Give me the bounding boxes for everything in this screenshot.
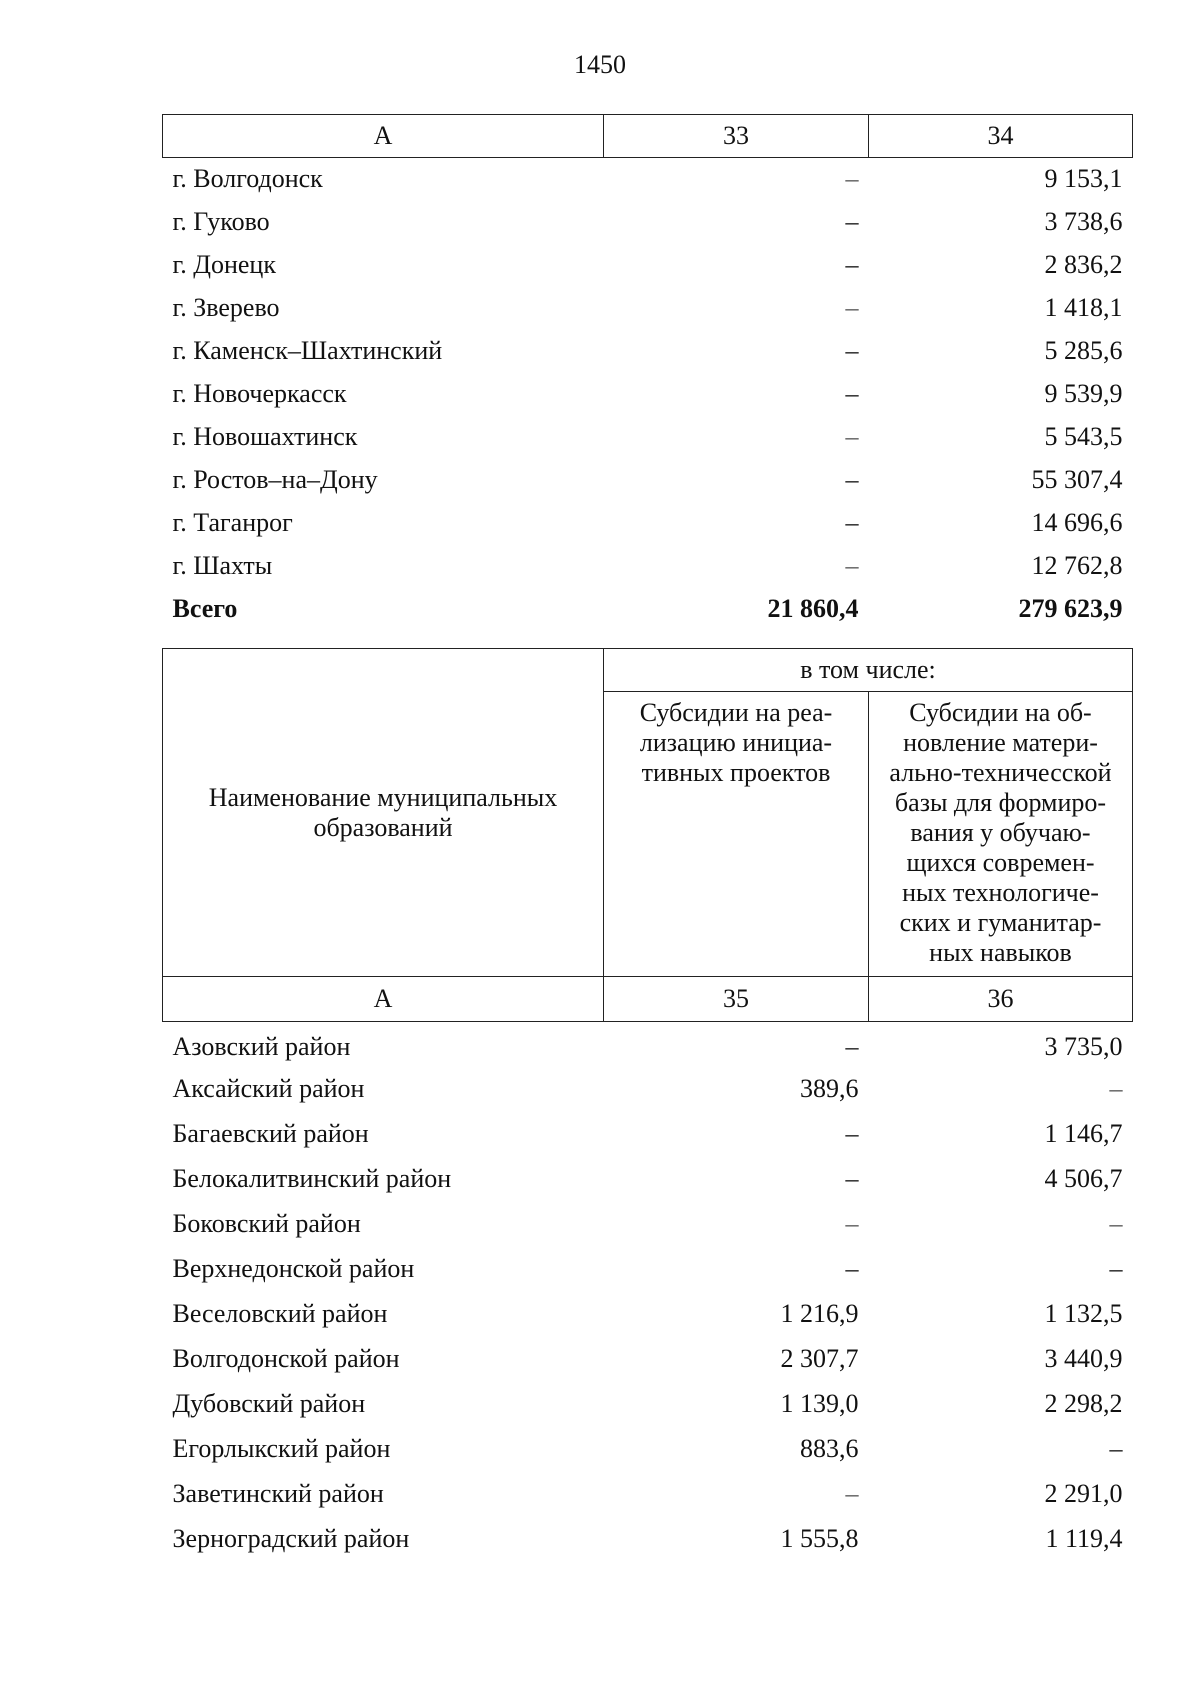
row-col33: –	[845, 422, 859, 451]
row-name: г. Каменск–Шахтинский	[172, 336, 443, 365]
table-row	[163, 373, 1133, 416]
table-row	[163, 459, 1133, 502]
table-row	[163, 1067, 1133, 1112]
col35-header-line: Субсидии на реа-	[639, 698, 833, 727]
row-col36: –	[1109, 1254, 1123, 1283]
row-col33: –	[845, 207, 859, 236]
row-col34: 14 696,6	[1031, 508, 1123, 537]
table-row	[163, 1472, 1133, 1517]
row-col35: –	[845, 1209, 859, 1238]
row-col36: 1 146,7	[1044, 1119, 1123, 1148]
col36-header-line: ных навыков	[929, 938, 1072, 967]
table1-header-col34: 34	[869, 115, 1133, 158]
table-row	[163, 201, 1133, 244]
table-row	[163, 1517, 1133, 1562]
total-col34: 279 623,9	[1018, 594, 1123, 623]
row-name: Азовский район	[172, 1032, 351, 1062]
row-name: г. Гуково	[172, 207, 270, 236]
table-row	[163, 1022, 1133, 1067]
row-col34: 55 307,4	[1031, 465, 1123, 494]
col36-header-line: ских и гуманитар-	[899, 908, 1102, 937]
table-row	[163, 287, 1133, 330]
table2-header-col35	[604, 692, 869, 977]
table-row	[163, 1112, 1133, 1157]
budget-table-districts	[162, 648, 1133, 1562]
row-col34: 1 418,1	[1044, 293, 1123, 322]
row-col35: –	[845, 1119, 859, 1148]
row-col36: –	[1109, 1209, 1123, 1238]
table2-group-header-row	[163, 649, 1133, 692]
row-name: г. Зверево	[172, 293, 280, 322]
table-row	[163, 1247, 1133, 1292]
row-col36: 4 506,7	[1044, 1164, 1123, 1193]
row-col36: 3 440,9	[1044, 1344, 1123, 1373]
row-col36: 2 298,2	[1044, 1389, 1123, 1418]
table-row	[163, 1427, 1133, 1472]
row-col35: –	[845, 1032, 859, 1062]
row-name: Аксайский район	[172, 1074, 365, 1103]
total-col33: 21 860,4	[767, 594, 859, 623]
total-row	[163, 588, 1133, 631]
row-col35: 389,6	[800, 1074, 859, 1103]
row-col35: 1 139,0	[780, 1389, 859, 1418]
row-col35: –	[845, 1164, 859, 1193]
col36-header-line: ально-техничесской	[889, 758, 1112, 787]
row-col33: –	[845, 508, 859, 537]
row-col33: –	[845, 164, 859, 194]
table-row	[163, 1202, 1133, 1247]
row-col36: –	[1109, 1074, 1123, 1103]
table2-header-name	[163, 649, 604, 977]
table2-group-header: в том числе:	[604, 649, 1133, 692]
table-row	[163, 1157, 1133, 1202]
row-col33: –	[845, 379, 859, 408]
row-col35: –	[845, 1254, 859, 1283]
row-col34: 3 738,6	[1044, 207, 1123, 236]
row-col34: 5 285,6	[1044, 336, 1123, 365]
name-header-line1: Наименование муниципальных	[208, 782, 558, 812]
row-col36: –	[1109, 1434, 1123, 1463]
row-col34: 5 543,5	[1044, 422, 1123, 451]
row-name: Волгодонской район	[172, 1344, 400, 1373]
table-row	[163, 330, 1133, 373]
row-col34: 9 539,9	[1044, 379, 1123, 408]
row-name: Багаевский район	[172, 1119, 369, 1148]
table2-index-name: А	[163, 977, 604, 1022]
budget-table-cities	[162, 114, 1133, 631]
row-col36: 3 735,0	[1044, 1032, 1123, 1062]
table2-index-col35: 35	[604, 977, 869, 1022]
row-name: г. Донецк	[172, 250, 276, 279]
page-number: 1450	[574, 50, 626, 79]
table-row	[163, 416, 1133, 459]
table-row	[163, 545, 1133, 588]
row-col33: –	[845, 250, 859, 279]
col36-header-line: новление матери-	[903, 728, 1098, 757]
row-col35: 1 555,8	[780, 1524, 859, 1553]
table-row	[163, 158, 1133, 201]
row-col34: 9 153,1	[1044, 164, 1123, 194]
row-col34: 2 836,2	[1044, 250, 1123, 279]
row-name: Верхнедонской район	[172, 1254, 415, 1283]
table-row	[163, 1382, 1133, 1427]
table-row	[163, 1292, 1133, 1337]
row-name: Дубовский район	[172, 1389, 366, 1418]
row-col36: 1 119,4	[1045, 1524, 1123, 1553]
row-name: г. Шахты	[172, 551, 273, 580]
table2-header-col36	[869, 692, 1133, 977]
row-col35: –	[845, 1479, 859, 1508]
col36-header-line: вания у обучаю-	[910, 818, 1091, 847]
table2-index-col36: 36	[869, 977, 1133, 1022]
row-col35: 883,6	[800, 1434, 859, 1463]
row-col35: 1 216,9	[780, 1299, 859, 1328]
row-name: Боковский район	[172, 1209, 361, 1238]
row-col36: 2 291,0	[1044, 1479, 1123, 1508]
col36-header-line: Субсидии на об-	[909, 698, 1092, 727]
table1-body	[163, 158, 1133, 631]
table-row	[163, 502, 1133, 545]
row-name: г. Ростов–на–Дону	[172, 465, 378, 494]
row-col33: –	[845, 551, 859, 580]
row-col34: 12 762,8	[1031, 551, 1123, 580]
row-name: г. Новошахтинск	[172, 422, 358, 451]
col36-header-line: ных технологиче-	[902, 878, 1099, 907]
total-label: Всего	[172, 594, 238, 623]
row-name: Заветинский район	[172, 1479, 384, 1508]
col36-header-line: щихся современ-	[906, 848, 1095, 877]
table-row	[163, 1337, 1133, 1382]
name-header-line2: образований	[313, 812, 453, 842]
table1-header-row	[163, 115, 1133, 158]
table2-index-header-row	[163, 977, 1133, 1022]
table1-header-name: А	[163, 115, 604, 158]
table2-body	[163, 1022, 1133, 1562]
row-col36: 1 132,5	[1044, 1299, 1123, 1328]
row-name: Белокалитвинский район	[172, 1164, 452, 1193]
row-name: г. Новочеркасск	[172, 379, 347, 408]
table1-header-col33: 33	[604, 115, 869, 158]
table-row	[163, 244, 1133, 287]
row-col33: –	[845, 336, 859, 365]
row-col33: –	[845, 293, 859, 322]
col36-header-line: базы для формиро-	[894, 788, 1107, 817]
row-name: г. Волгодонск	[172, 164, 323, 194]
row-name: Веселовский район	[172, 1299, 388, 1328]
col35-header-line: тивных проектов	[641, 758, 831, 787]
row-name: г. Таганрог	[172, 508, 293, 537]
row-col33: –	[845, 465, 859, 494]
col35-header-line: лизацию инициа-	[639, 728, 833, 757]
row-col35: 2 307,7	[780, 1344, 859, 1373]
row-name: Егорлыкский район	[172, 1434, 391, 1463]
row-name: Зерноградский район	[172, 1524, 410, 1553]
